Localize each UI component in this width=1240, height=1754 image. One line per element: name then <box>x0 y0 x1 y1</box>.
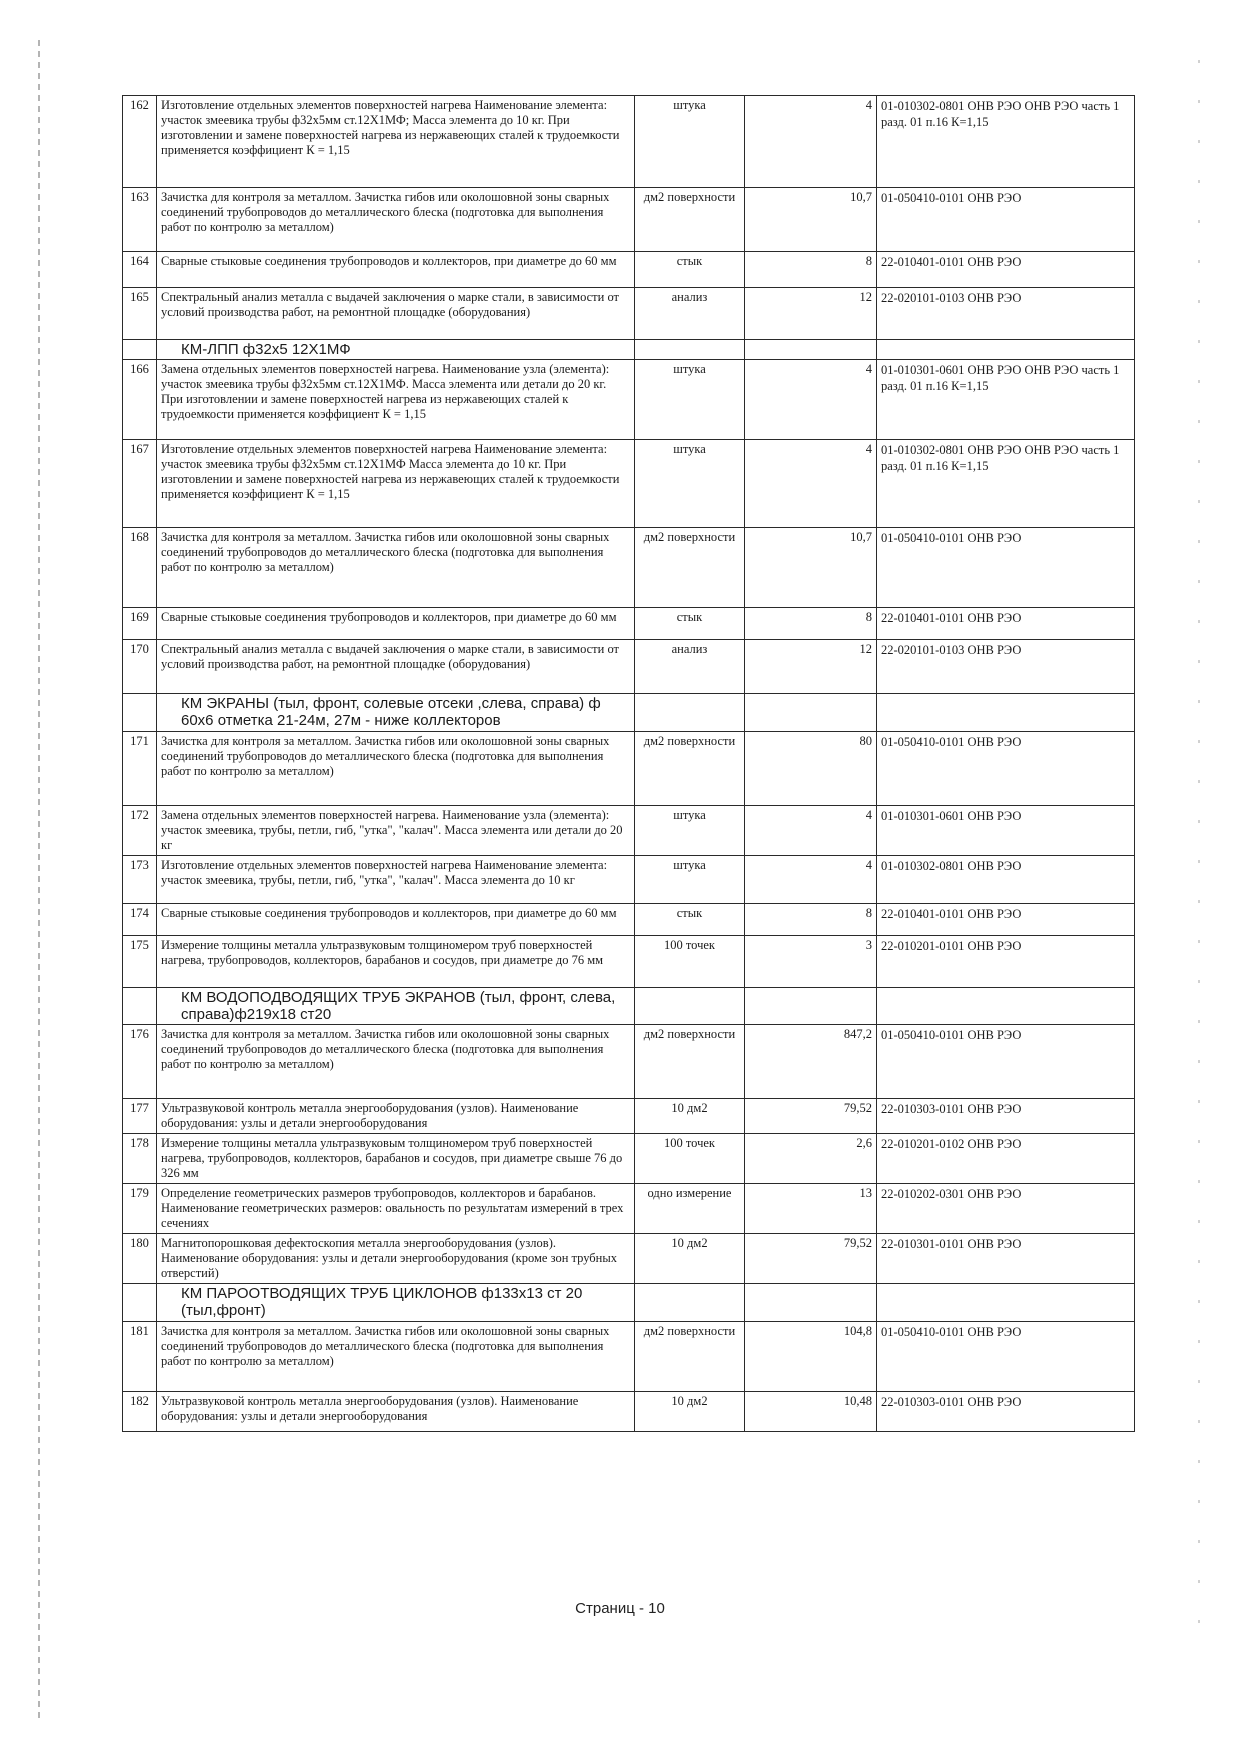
work-description: Изготовление отдельных элементов поверхностей нагрева Наименование элемента: участок змеевика трубы ф32х5мм ст.12Х1МФ Масса элемента до 10 кг. При изготовлении и замене поверхностей нагрева из нержавеющих сталей к трудоемкости применяется коэффициент К = 1,15 <box>157 440 635 528</box>
norm-code: 22-010202-0301 ОНВ РЭО <box>877 1184 1135 1234</box>
norm-code: 22-010303-0101 ОНВ РЭО <box>877 1099 1135 1134</box>
table-row <box>123 904 1135 936</box>
work-description: Изготовление отдельных элементов поверхностей нагрева Наименование элемента: участок змеевика трубы ф32х5мм ст.12Х1МФ; Масса элемента до 10 кг. При изготовлении и замене поверхностей нагрева из нержавеющих сталей к трудоемкости применяется коэффициент К = 1,15 <box>157 96 635 188</box>
scan-edge-right <box>1198 60 1200 1640</box>
table-row <box>123 360 1135 440</box>
section-number-cell <box>123 340 157 360</box>
norm-code: 22-020101-0103 ОНВ РЭО <box>877 640 1135 694</box>
section-qty-cell <box>745 988 877 1025</box>
table-row <box>123 440 1135 528</box>
work-description: Сварные стыковые соединения трубопроводов и коллекторов, при диаметре до 60 мм <box>157 252 635 288</box>
table-row <box>123 856 1135 904</box>
norm-code: 01-010301-0601 ОНВ РЭО <box>877 806 1135 856</box>
row-number: 169 <box>123 608 157 640</box>
norm-code: 22-020101-0103 ОНВ РЭО <box>877 288 1135 340</box>
norm-code: 01-050410-0101 ОНВ РЭО <box>877 188 1135 252</box>
quantity: 2,6 <box>745 1134 877 1184</box>
quantity: 8 <box>745 252 877 288</box>
table-row <box>123 188 1135 252</box>
quantity: 847,2 <box>745 1025 877 1099</box>
unit-of-measure: 10 дм2 <box>635 1099 745 1134</box>
table-row <box>123 528 1135 608</box>
norm-code: 01-050410-0101 ОНВ РЭО <box>877 528 1135 608</box>
table-row <box>123 288 1135 340</box>
quantity: 79,52 <box>745 1234 877 1284</box>
section-title: КМ ЭКРАНЫ (тыл, фронт, солевые отсеки ,слева, справа) ф 60х6 отметка 21-24м, 27м - ниже коллекторов <box>157 694 635 732</box>
work-description: Замена отдельных элементов поверхностей нагрева. Наименование узла (элемента): участок змеевика, трубы, петли, гиб, "утка", "калач". Масса элемента или детали до 20 кг <box>157 806 635 856</box>
unit-of-measure: штука <box>635 806 745 856</box>
table-row <box>123 1134 1135 1184</box>
section-title: КМ-ЛПП ф32х5 12Х1МФ <box>157 340 635 360</box>
norm-code: 01-010302-0801 ОНВ РЭО ОНВ РЭО часть 1 разд. 01 п.16 К=1,15 <box>877 440 1135 528</box>
quantity: 80 <box>745 732 877 806</box>
section-code-cell <box>877 988 1135 1025</box>
work-description: Зачистка для контроля за металлом. Зачистка гибов или околошовной зоны сварных соединений трубопроводов до металлического блеска (подготовка для выполнения работ по контролю за металлом) <box>157 188 635 252</box>
section-title: КМ ПАРООТВОДЯЩИХ ТРУБ ЦИКЛОНОВ ф133х13 ст 20 (тыл,фронт) <box>157 1284 635 1322</box>
norm-code: 01-010302-0801 ОНВ РЭО <box>877 856 1135 904</box>
norm-code: 01-050410-0101 ОНВ РЭО <box>877 732 1135 806</box>
work-description: Сварные стыковые соединения трубопроводов и коллекторов, при диаметре до 60 мм <box>157 904 635 936</box>
table-row <box>123 252 1135 288</box>
unit-of-measure: 100 точек <box>635 936 745 988</box>
row-number: 181 <box>123 1322 157 1392</box>
work-description: Зачистка для контроля за металлом. Зачистка гибов или околошовной зоны сварных соединений трубопроводов до металлического блеска (подготовка для выполнения работ по контролю за металлом) <box>157 1322 635 1392</box>
norm-code: 01-010301-0601 ОНВ РЭО ОНВ РЭО часть 1 разд. 01 п.16 К=1,15 <box>877 360 1135 440</box>
unit-of-measure: штука <box>635 360 745 440</box>
work-description: Измерение толщины металла ультразвуковым толщиномером труб поверхностей нагрева, трубопроводов, коллекторов, барабанов и сосудов, при диаметре до 76 мм <box>157 936 635 988</box>
work-description: Спектральный анализ металла с выдачей заключения о марке стали, в зависимости от условий производства работ, на ремонтной площадке (оборудования) <box>157 288 635 340</box>
section-qty-cell <box>745 1284 877 1322</box>
norm-code: 22-010401-0101 ОНВ РЭО <box>877 608 1135 640</box>
unit-of-measure: анализ <box>635 288 745 340</box>
unit-of-measure: 10 дм2 <box>635 1392 745 1432</box>
section-header-row <box>123 340 1135 360</box>
row-number: 176 <box>123 1025 157 1099</box>
unit-of-measure: дм2 поверхности <box>635 528 745 608</box>
section-qty-cell <box>745 694 877 732</box>
unit-of-measure: дм2 поверхности <box>635 1025 745 1099</box>
work-description: Измерение толщины металла ультразвуковым толщиномером труб поверхностей нагрева, трубопроводов, коллекторов, барабанов и сосудов, при диаметре свыше 76 до 326 мм <box>157 1134 635 1184</box>
section-unit-cell <box>635 988 745 1025</box>
norm-code: 22-010303-0101 ОНВ РЭО <box>877 1392 1135 1432</box>
unit-of-measure: дм2 поверхности <box>635 732 745 806</box>
table-row <box>123 1234 1135 1284</box>
norm-code: 22-010201-0102 ОНВ РЭО <box>877 1134 1135 1184</box>
norm-code: 01-010302-0801 ОНВ РЭО ОНВ РЭО часть 1 разд. 01 п.16 К=1,15 <box>877 96 1135 188</box>
unit-of-measure: дм2 поверхности <box>635 188 745 252</box>
norm-code: 22-010401-0101 ОНВ РЭО <box>877 252 1135 288</box>
quantity: 3 <box>745 936 877 988</box>
norm-code: 01-050410-0101 ОНВ РЭО <box>877 1322 1135 1392</box>
unit-of-measure: одно измерение <box>635 1184 745 1234</box>
row-number: 165 <box>123 288 157 340</box>
section-code-cell <box>877 1284 1135 1322</box>
unit-of-measure: стык <box>635 904 745 936</box>
table-row <box>123 96 1135 188</box>
unit-of-measure: стык <box>635 608 745 640</box>
works-table-body <box>123 96 1135 1432</box>
row-number: 162 <box>123 96 157 188</box>
quantity: 12 <box>745 640 877 694</box>
quantity: 4 <box>745 856 877 904</box>
row-number: 166 <box>123 360 157 440</box>
row-number: 168 <box>123 528 157 608</box>
table-row <box>123 936 1135 988</box>
work-description: Зачистка для контроля за металлом. Зачистка гибов или околошовной зоны сварных соединений трубопроводов до металлического блеска (подготовка для выполнения работ по контролю за металлом) <box>157 528 635 608</box>
table-row <box>123 732 1135 806</box>
quantity: 13 <box>745 1184 877 1234</box>
row-number: 171 <box>123 732 157 806</box>
quantity: 4 <box>745 806 877 856</box>
work-description: Сварные стыковые соединения трубопроводов и коллекторов, при диаметре до 60 мм <box>157 608 635 640</box>
unit-of-measure: стык <box>635 252 745 288</box>
table-row <box>123 1322 1135 1392</box>
section-number-cell <box>123 694 157 732</box>
unit-of-measure: дм2 поверхности <box>635 1322 745 1392</box>
quantity: 104,8 <box>745 1322 877 1392</box>
section-code-cell <box>877 694 1135 732</box>
row-number: 182 <box>123 1392 157 1432</box>
row-number: 167 <box>123 440 157 528</box>
quantity: 8 <box>745 608 877 640</box>
section-qty-cell <box>745 340 877 360</box>
table-row <box>123 1025 1135 1099</box>
section-header-row <box>123 988 1135 1025</box>
work-description: Магнитопорошковая дефектоскопия металла энергооборудования (узлов). Наименование оборудования: узлы и детали энергооборудования (кроме зон трубных отверстий) <box>157 1234 635 1284</box>
unit-of-measure: штука <box>635 440 745 528</box>
row-number: 164 <box>123 252 157 288</box>
row-number: 179 <box>123 1184 157 1234</box>
page-footer: Страниц - 10 <box>575 1600 665 1617</box>
row-number: 178 <box>123 1134 157 1184</box>
section-header-row <box>123 1284 1135 1322</box>
unit-of-measure: 100 точек <box>635 1134 745 1184</box>
norm-code: 22-010301-0101 ОНВ РЭО <box>877 1234 1135 1284</box>
quantity: 4 <box>745 440 877 528</box>
section-header-row <box>123 694 1135 732</box>
unit-of-measure: штука <box>635 856 745 904</box>
section-unit-cell <box>635 1284 745 1322</box>
section-title: КМ ВОДОПОДВОДЯЩИХ ТРУБ ЭКРАНОВ (тыл, фронт, слева, справа)ф219х18 ст20 <box>157 988 635 1025</box>
work-description: Зачистка для контроля за металлом. Зачистка гибов или околошовной зоны сварных соединений трубопроводов до металлического блеска (подготовка для выполнения работ по контролю за металлом) <box>157 1025 635 1099</box>
norm-code: 22-010401-0101 ОНВ РЭО <box>877 904 1135 936</box>
unit-of-measure: штука <box>635 96 745 188</box>
section-unit-cell <box>635 694 745 732</box>
norm-code: 01-050410-0101 ОНВ РЭО <box>877 1025 1135 1099</box>
table-row <box>123 640 1135 694</box>
unit-of-measure: анализ <box>635 640 745 694</box>
section-code-cell <box>877 340 1135 360</box>
row-number: 177 <box>123 1099 157 1134</box>
quantity: 4 <box>745 96 877 188</box>
work-description: Замена отдельных элементов поверхностей нагрева. Наименование узла (элемента): участок змеевика трубы ф32х5мм ст.12Х1МФ. Масса элемента или детали до 20 кг. При изготовлении и замене поверхностей нагрева из нержавеющих сталей к трудоемкости применяется коэффициент К = 1,15 <box>157 360 635 440</box>
table-row <box>123 608 1135 640</box>
table-row <box>123 1392 1135 1432</box>
row-number: 174 <box>123 904 157 936</box>
section-unit-cell <box>635 340 745 360</box>
section-number-cell <box>123 988 157 1025</box>
row-number: 173 <box>123 856 157 904</box>
table-row <box>123 806 1135 856</box>
row-number: 170 <box>123 640 157 694</box>
work-description: Ультразвуковой контроль металла энергооборудования (узлов). Наименование оборудования: узлы и детали энергооборудования <box>157 1099 635 1134</box>
works-table <box>122 95 1135 1432</box>
work-description: Спектральный анализ металла с выдачей заключения о марке стали, в зависимости от условий производства работ, на ремонтной площадке (оборудования) <box>157 640 635 694</box>
quantity: 79,52 <box>745 1099 877 1134</box>
quantity: 8 <box>745 904 877 936</box>
row-number: 180 <box>123 1234 157 1284</box>
quantity: 12 <box>745 288 877 340</box>
work-description: Изготовление отдельных элементов поверхностей нагрева Наименование элемента: участок змеевика, трубы, петли, гиб, "утка", "калач". Масса элемента до 10 кг <box>157 856 635 904</box>
quantity: 10,7 <box>745 528 877 608</box>
norm-code: 22-010201-0101 ОНВ РЭО <box>877 936 1135 988</box>
scan-edge-left <box>38 40 40 1720</box>
unit-of-measure: 10 дм2 <box>635 1234 745 1284</box>
quantity: 4 <box>745 360 877 440</box>
row-number: 172 <box>123 806 157 856</box>
table-row <box>123 1099 1135 1134</box>
work-description: Определение геометрических размеров трубопроводов, коллекторов и барабанов. Наименование геометрических размеров: овальность по результатам измерений в трех сечениях <box>157 1184 635 1234</box>
work-description: Ультразвуковой контроль металла энергооборудования (узлов). Наименование оборудования: узлы и детали энергооборудования <box>157 1392 635 1432</box>
quantity: 10,48 <box>745 1392 877 1432</box>
section-number-cell <box>123 1284 157 1322</box>
row-number: 163 <box>123 188 157 252</box>
table-row <box>123 1184 1135 1234</box>
quantity: 10,7 <box>745 188 877 252</box>
work-description: Зачистка для контроля за металлом. Зачистка гибов или околошовной зоны сварных соединений трубопроводов до металлического блеска (подготовка для выполнения работ по контролю за металлом) <box>157 732 635 806</box>
row-number: 175 <box>123 936 157 988</box>
